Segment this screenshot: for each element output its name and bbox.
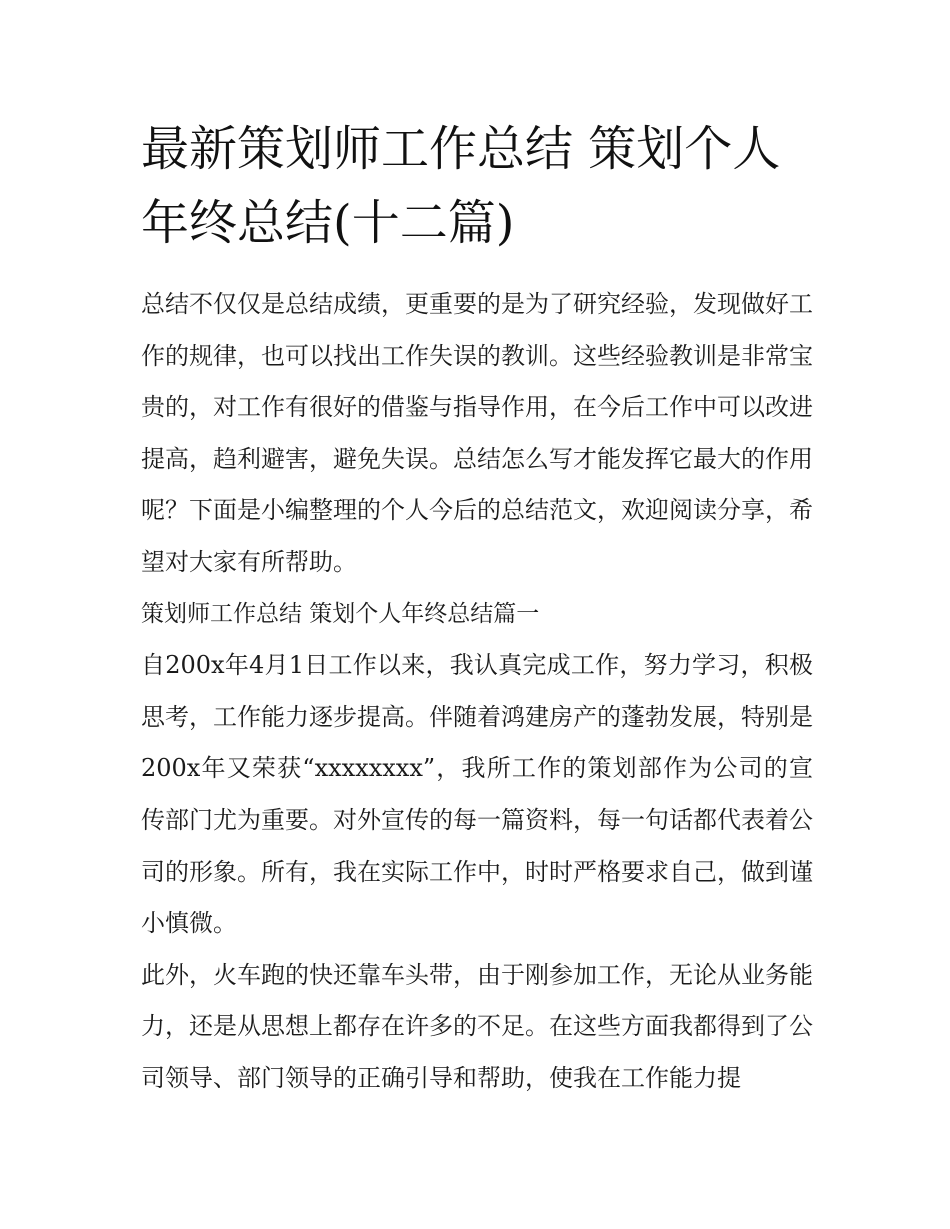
intro-paragraph: 总结不仅仅是总结成绩，更重要的是为了研究经验，发现做好工作的规律，也可以找出工作失误的教训。这些经验教训是非常宝贵的，对工作有很好的借鉴与指导作用，在今后工作中可以改进提高，趋利避害，避免失误。总结怎么写才能发挥它最大的作用呢？下面是小编整理的个人今后的总结范文，欢迎阅读分享，希望对大家有所帮助。 [141,290,813,576]
body-paragraph-2: 此外，火车跑的快还靠车头带，由于刚参加工作，无论从业务能力，还是从思想上都存在许多的不足。在这些方面我都得到了公司领导、部门领导的正确引导和帮助，使我在工作能力提 [141,960,813,1092]
document-content [141,112,813,1105]
body-paragraph-1: 自200x年4月1日工作以来，我认真完成工作，努力学习，积极思考，工作能力逐步提高。伴随着鸿建房产的蓬勃发展，特别是200x年又荣获“xxxxxxxx”，我所工作的策划部作为公司的宣传部门尤为重要。对外宣传的每一篇资料，每一句话都代表着公司的形象。所有，我在实际工作中，时时严格要求自己，做到谨小慎微。 [141,651,813,938]
document-title: 最新策划师工作总结 策划个人年终总结(十二篇) [141,121,781,251]
section-heading: 策划师工作总结 策划个人年终总结篇一 [141,600,540,627]
